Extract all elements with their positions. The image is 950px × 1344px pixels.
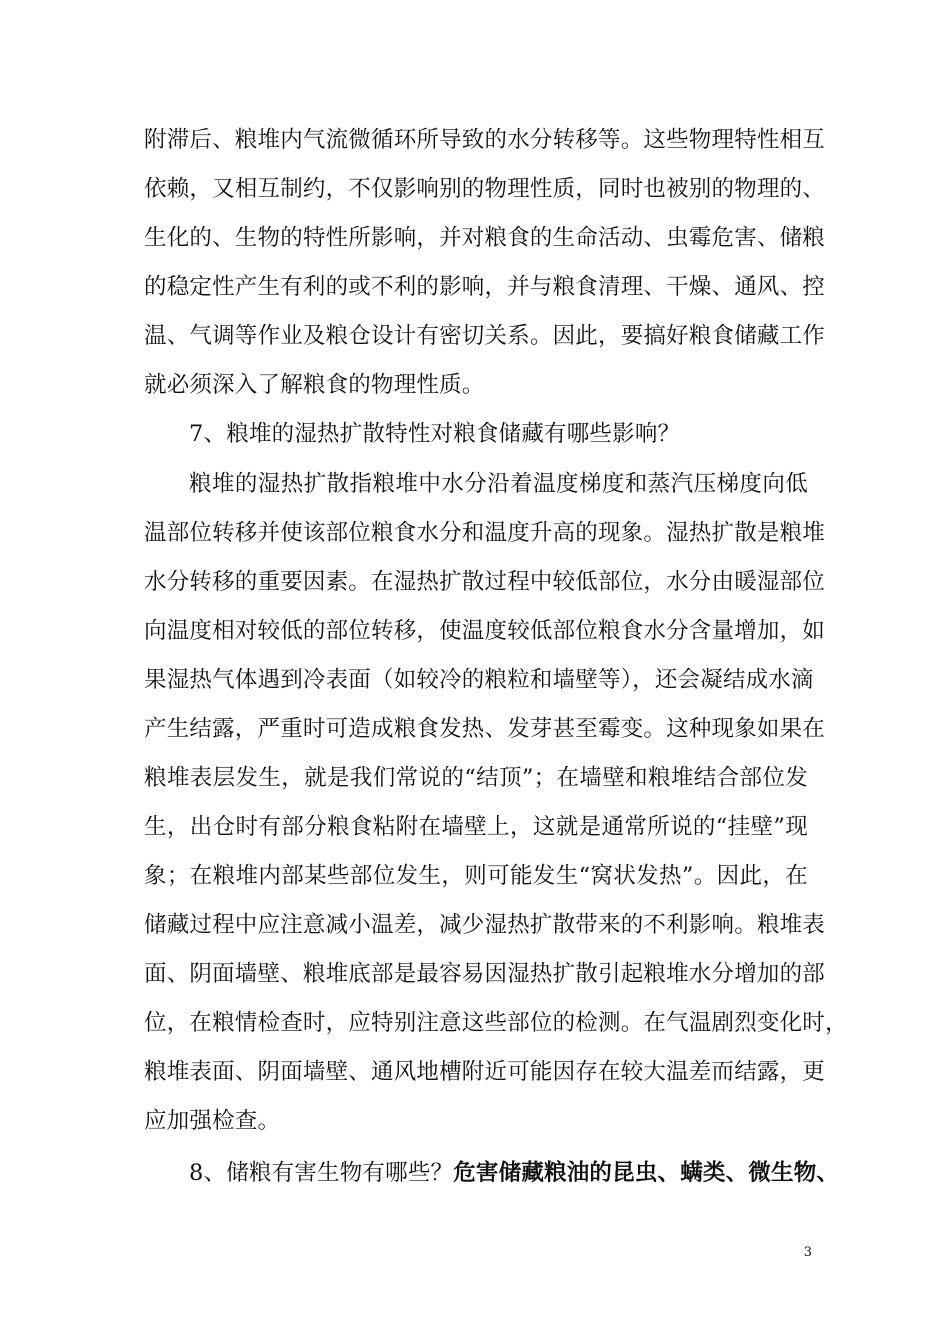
text-line: 就必须深入了解粮食的物理性质。 <box>144 372 485 398</box>
question-8-heading <box>189 1155 840 1191</box>
text-line: 水分转移的重要因素。在湿热扩散过程中较低部位，水分由暖湿部位 <box>144 569 826 595</box>
text-line: 温部位转移并使该部位粮食水分和温度升高的现象。湿热扩散是粮堆 <box>144 520 826 546</box>
text-line: 储藏过程中应注意减小温差，减少湿热扩散带来的不利影响。粮堆表 <box>144 912 826 938</box>
question-8-prefix: 8、储粮有害生物有哪些？ <box>189 1160 454 1186</box>
text-line: 的稳定性产生有利的或不利的影响，并与粮食清理、干燥、通风、控 <box>144 274 826 300</box>
page-number: 3 <box>803 1245 812 1260</box>
text-line: 向温度相对较低的部位转移，使温度较低部位粮食水分含量增加，如 <box>144 618 826 644</box>
text-line: 象；在粮堆内部某些部位发生，则可能发生“窝状发热”。因此，在 <box>144 863 808 889</box>
text-line: 位，在粮情检查时，应特别注意这些部位的检测。在气温剧烈变化时， <box>144 1010 848 1036</box>
text-line: 果湿热气体遇到冷表面（如较冷的粮粒和墙壁等），还会凝结成水滴 <box>144 667 814 693</box>
text-line: 附滞后、粮堆内气流微循环所导致的水分转移等。这些物理特性相互 <box>144 127 826 153</box>
text-line: 生化的、生物的特性所影响，并对粮食的生命活动、虫霉危害、储粮 <box>144 225 826 251</box>
text-line: 粮堆的湿热扩散指粮堆中水分沿着温度梯度和蒸汽压梯度向低 <box>189 471 808 497</box>
text-line: 粮堆表层发生，就是我们常说的“结顶”；在墙壁和粮堆结合部位发 <box>144 765 808 791</box>
text-line: 粮堆表面、阴面墙壁、通风地槽附近可能因存在较大温差而结露，更 <box>144 1059 826 1085</box>
text-line: 生，出仓时有部分粮食粘附在墙壁上，这就是通常所说的“挂壁”现 <box>144 814 808 840</box>
text-line: 产生结露，严重时可造成粮食发热、发芽甚至霉变。这种现象如果在 <box>144 716 826 742</box>
text-line: 依赖，又相互制约，不仅影响别的物理性质，同时也被别的物理的、 <box>144 176 826 202</box>
text-line: 面、阴面墙壁、粮堆底部是最容易因湿热扩散引起粮堆水分增加的部 <box>144 961 826 987</box>
text-line: 温、气调等作业及粮仓设计有密切关系。因此，要搞好粮食储藏工作 <box>144 323 826 349</box>
question-8-bold-text: 危害储藏粮油的昆虫、螨类、微生物、 <box>453 1160 840 1186</box>
text-line: 应加强检查。 <box>144 1108 281 1134</box>
question-7-heading: 7、粮堆的湿热扩散特性对粮食储藏有哪些影响？ <box>189 421 681 447</box>
